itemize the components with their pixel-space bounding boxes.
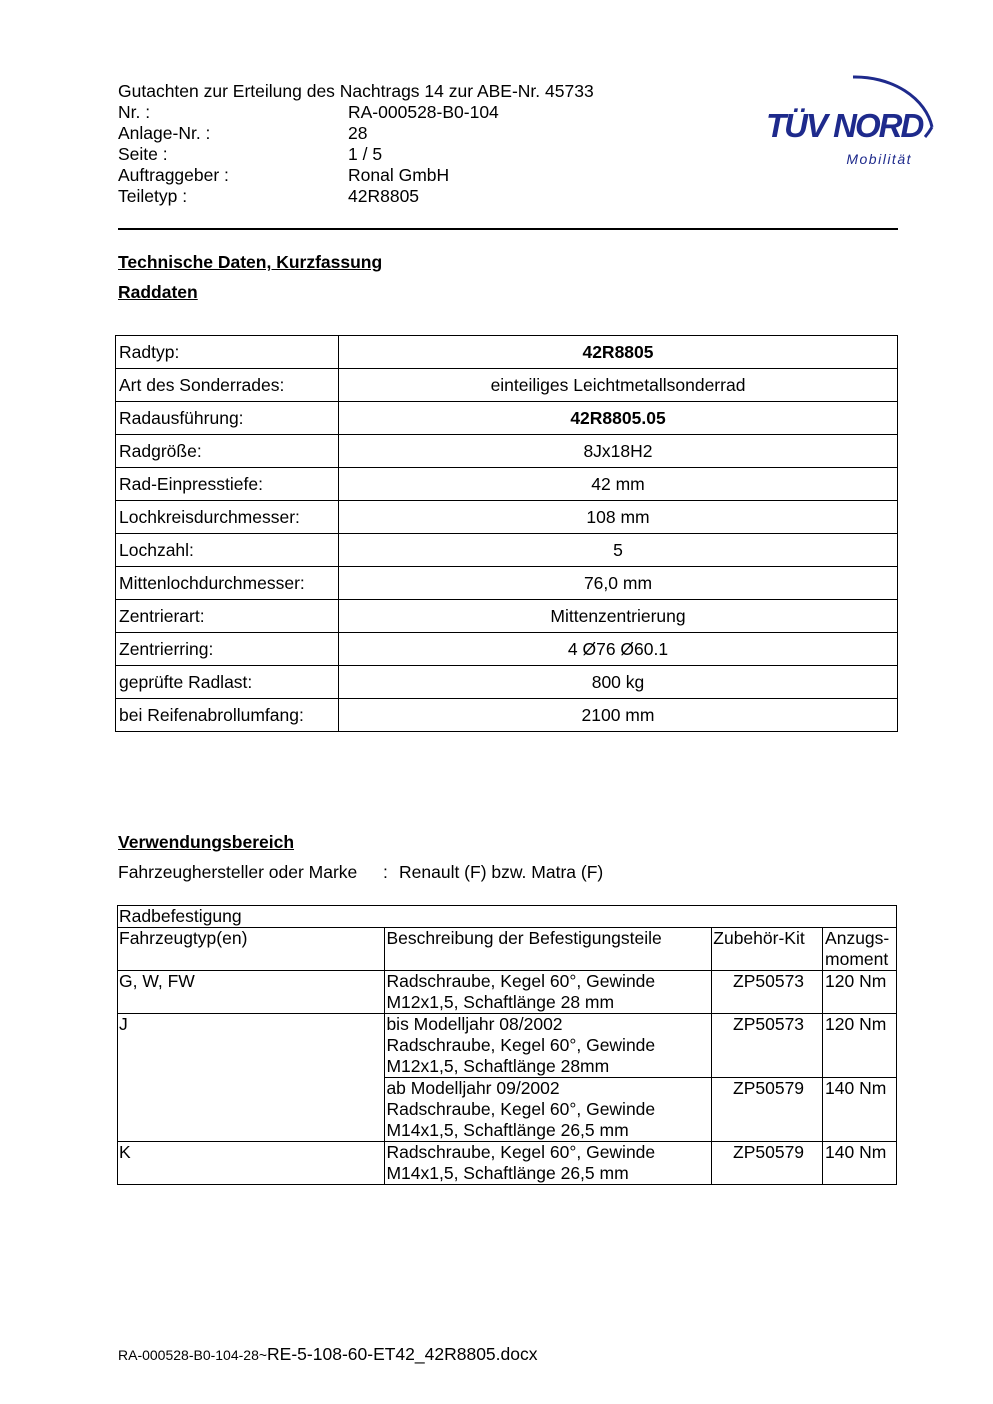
table-row — [118, 971, 897, 1014]
table-row — [116, 336, 898, 369]
cell-kit: ZP50579 — [712, 1078, 823, 1142]
table-row — [118, 1142, 897, 1185]
table-row — [116, 699, 898, 732]
raddaten-key: Zentrierring: — [116, 633, 339, 666]
header-label: Anlage-Nr. : — [118, 123, 211, 143]
header-value: 28 — [348, 123, 368, 143]
raddaten-value: 4 Ø76 Ø60.1 — [339, 633, 898, 666]
cell-moment: 120 Nm — [823, 971, 897, 1014]
header-fahrzeugtyp: Fahrzeugtyp(en) — [118, 928, 385, 971]
header-moment-line2: moment — [825, 949, 889, 969]
desc-line: M14x1,5, Schaftlänge 26,5 mm — [386, 1120, 629, 1140]
cell-typ: K — [118, 1142, 385, 1185]
raddaten-key: Radgröße: — [116, 435, 339, 468]
usage-label: Fahrzeughersteller oder Marke — [118, 862, 358, 882]
table-row — [116, 501, 898, 534]
logo-sub-text: Mobilität — [846, 151, 912, 167]
footer-prefix: RA-000528-B0-104-28~ — [118, 1347, 268, 1363]
header-moment — [823, 928, 897, 971]
table-row — [116, 435, 898, 468]
header-moment-line1: Anzugs- — [825, 928, 890, 948]
cell-kit: ZP50579 — [712, 1142, 823, 1185]
desc-line: Radschraube, Kegel 60°, Gewinde — [386, 971, 656, 991]
table-row — [116, 534, 898, 567]
raddaten-value: Mittenzentrierung — [339, 600, 898, 633]
desc-line: Radschraube, Kegel 60°, Gewinde — [386, 1099, 656, 1119]
raddaten-value: 42R8805.05 — [339, 402, 898, 435]
tuv-nord-logo — [760, 55, 950, 175]
raddaten-value: 76,0 mm — [339, 567, 898, 600]
usage-separator: : — [383, 862, 388, 882]
table-row — [116, 468, 898, 501]
desc-line: ab Modelljahr 09/2002 — [386, 1078, 560, 1098]
raddaten-key: Lochkreisdurchmesser: — [116, 501, 339, 534]
desc-line: M14x1,5, Schaftlänge 26,5 mm — [386, 1163, 629, 1183]
desc-line: bis Modelljahr 08/2002 — [386, 1014, 563, 1034]
raddaten-key: Radausführung: — [116, 402, 339, 435]
raddaten-value: 108 mm — [339, 501, 898, 534]
raddaten-value: 8Jx18H2 — [339, 435, 898, 468]
table-row — [118, 1014, 897, 1078]
header-value: Ronal GmbH — [348, 165, 450, 185]
header-label: Seite : — [118, 144, 168, 164]
table-row — [116, 633, 898, 666]
table-row — [116, 402, 898, 435]
document-title: Gutachten zur Erteilung des Nachtrags 14 zur ABE-Nr. 45733 — [118, 81, 594, 101]
table-row — [116, 600, 898, 633]
raddaten-key: Zentrierart: — [116, 600, 339, 633]
header-value: 42R8805 — [348, 186, 420, 206]
desc-line: Radschraube, Kegel 60°, Gewinde — [386, 1035, 656, 1055]
header-divider — [118, 228, 898, 230]
cell-moment: 140 Nm — [823, 1142, 897, 1185]
raddaten-value: 42R8805 — [339, 336, 898, 369]
footer — [118, 1344, 538, 1365]
desc-line: Radschraube, Kegel 60°, Gewinde — [386, 1142, 656, 1162]
header-label: Teiletyp : — [118, 186, 188, 206]
table-row — [116, 567, 898, 600]
desc-line: M12x1,5, Schaftlänge 28 mm — [386, 992, 615, 1012]
cell-typ: G, W, FW — [118, 971, 385, 1014]
tech-heading: Technische Daten, Kurzfassung — [118, 252, 383, 272]
raddaten-key: Art des Sonderrades: — [116, 369, 339, 402]
raddaten-value: 800 kg — [339, 666, 898, 699]
raddaten-value: einteiliges Leichtmetallsonderrad — [339, 369, 898, 402]
cell-kit: ZP50573 — [712, 971, 823, 1014]
cell-kit: ZP50573 — [712, 1014, 823, 1078]
befestigung-table — [117, 905, 897, 1185]
cell-beschreibung — [385, 1014, 712, 1078]
raddaten-value: 5 — [339, 534, 898, 567]
table-row — [116, 666, 898, 699]
usage-line — [118, 862, 604, 883]
cell-beschreibung — [385, 1142, 712, 1185]
header-value: 1 / 5 — [348, 144, 383, 164]
desc-line: M12x1,5, Schaftlänge 28mm — [386, 1056, 610, 1076]
cell-beschreibung — [385, 971, 712, 1014]
raddaten-value: 2100 mm — [339, 699, 898, 732]
raddaten-key: Rad-Einpresstiefe: — [116, 468, 339, 501]
raddaten-key: bei Reifenabrollumfang: — [116, 699, 339, 732]
cell-beschreibung — [385, 1078, 712, 1142]
raddaten-key: Radtyp: — [116, 336, 339, 369]
logo-brand-text: TÜV NORD — [766, 107, 923, 144]
raddaten-key: geprüfte Radlast: — [116, 666, 339, 699]
cell-typ: J — [118, 1014, 385, 1142]
header-beschreibung: Beschreibung der Befestigungsteile — [385, 928, 712, 971]
befestigung-header-row — [118, 928, 897, 971]
header-label: Auftraggeber : — [118, 165, 229, 185]
raddaten-value: 42 mm — [339, 468, 898, 501]
header-kit: Zubehör-Kit — [712, 928, 823, 971]
befestigung-title-row — [118, 906, 897, 928]
befestigung-title: Radbefestigung — [118, 906, 897, 928]
logo-arc-end-icon — [925, 127, 932, 137]
raddaten-heading: Raddaten — [118, 282, 198, 302]
table-row — [116, 369, 898, 402]
usage-value: Renault (F) bzw. Matra (F) — [399, 862, 604, 882]
raddaten-table — [115, 335, 898, 732]
header-value: RA-000528-B0-104 — [348, 102, 499, 122]
cell-moment: 140 Nm — [823, 1078, 897, 1142]
footer-filename: RE-5-108-60-ET42_42R8805.docx — [267, 1344, 538, 1364]
raddaten-key: Lochzahl: — [116, 534, 339, 567]
header-label: Nr. : — [118, 102, 151, 122]
raddaten-key: Mittenlochdurchmesser: — [116, 567, 339, 600]
usage-heading: Verwendungsbereich — [118, 832, 295, 852]
cell-moment: 120 Nm — [823, 1014, 897, 1078]
